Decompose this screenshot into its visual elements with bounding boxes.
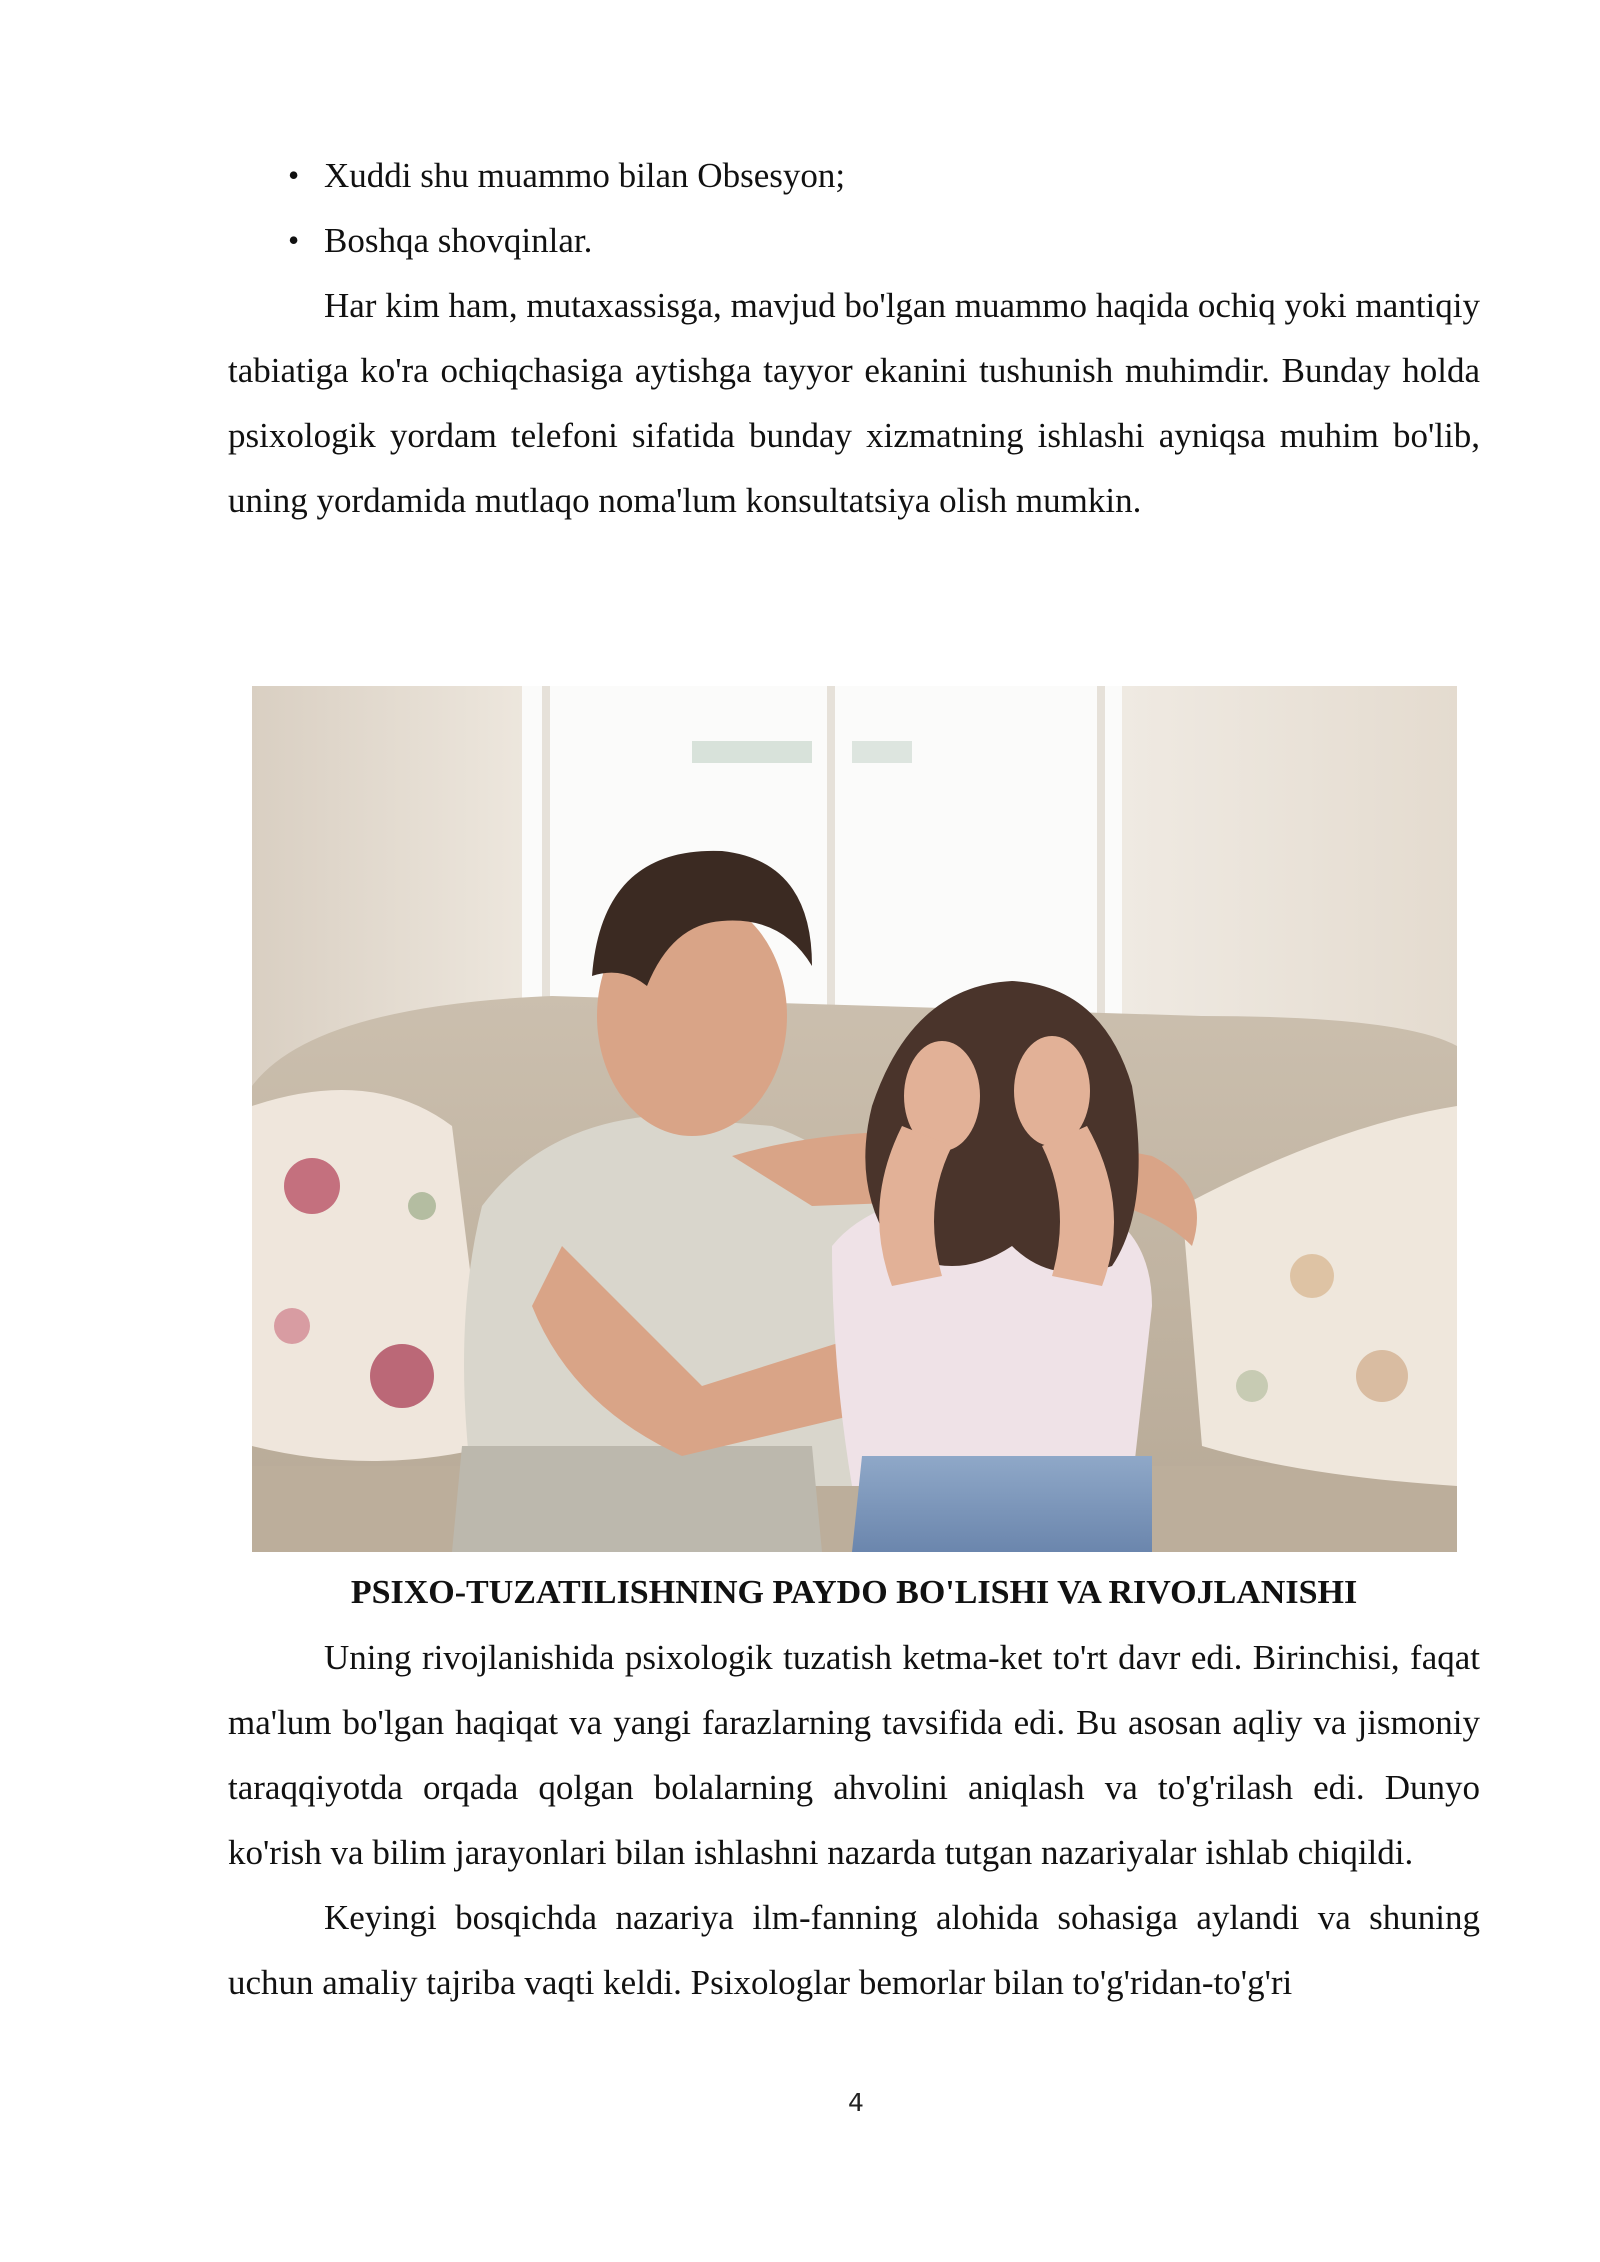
section-block [228,1560,1480,2015]
bullet-text: Xuddi shu muammo bilan Obsesyon; [324,156,846,195]
page-number: 4 [848,2088,864,2117]
section-heading: PSIXO-TUZATILISHNING PAYDO BO'LISHI VA RIVOJLANISHI [350,1574,1358,1611]
bullet-icon: • [288,157,300,193]
photo-couple-on-sofa-icon [252,686,1457,1552]
bullet-item [228,143,1480,208]
illustration-photo [252,686,1457,1552]
bullet-list [228,143,1480,273]
paragraph-next-stage: Keyingi bosqichda nazariya ilm-fanning alohida sohasiga aylandi va shuning uchun amaliy tajriba vaqti keldi. Psixologlar bemorlar bilan to'g'ridan-to'g'ri [228,1898,1480,2002]
paragraph-intro: Har kim ham, mutaxassisga, mavjud bo'lgan muammo haqida ochiq yoki mantiqiy tabiatiga ko'ra ochiqchasiga aytishga tayyor ekanini tushunish muhimdir. Bunday holda psixologik yordam telefoni sifatida bunday xizmatning ishlashi ayniqsa muhim bo'lib, uning yordamida mutlaqo noma'lum konsultatsiya olish mumkin. [228,286,1480,520]
bullet-text: Boshqa shovqinlar. [324,221,593,260]
paragraph-history: Uning rivojlanishida psixologik tuzatish ketma-ket to'rt davr edi. Birinchisi, faqat ma'lum bo'lgan haqiqat va yangi farazlarning tavsifida edi. Bu asosan aqliy va jismoniy taraqqiyotda orqada qolgan bolalarning ahvolini aniqlash va to'g'rilash edi. Dunyo ko'rish va bilim jarayonlari bilan ishlashni nazarda tutgan nazariyalar ishlab chiqildi. [228,1638,1480,1872]
bullet-item [228,208,1480,273]
bullet-icon: • [288,222,300,258]
bullet-list-block [228,143,1480,533]
